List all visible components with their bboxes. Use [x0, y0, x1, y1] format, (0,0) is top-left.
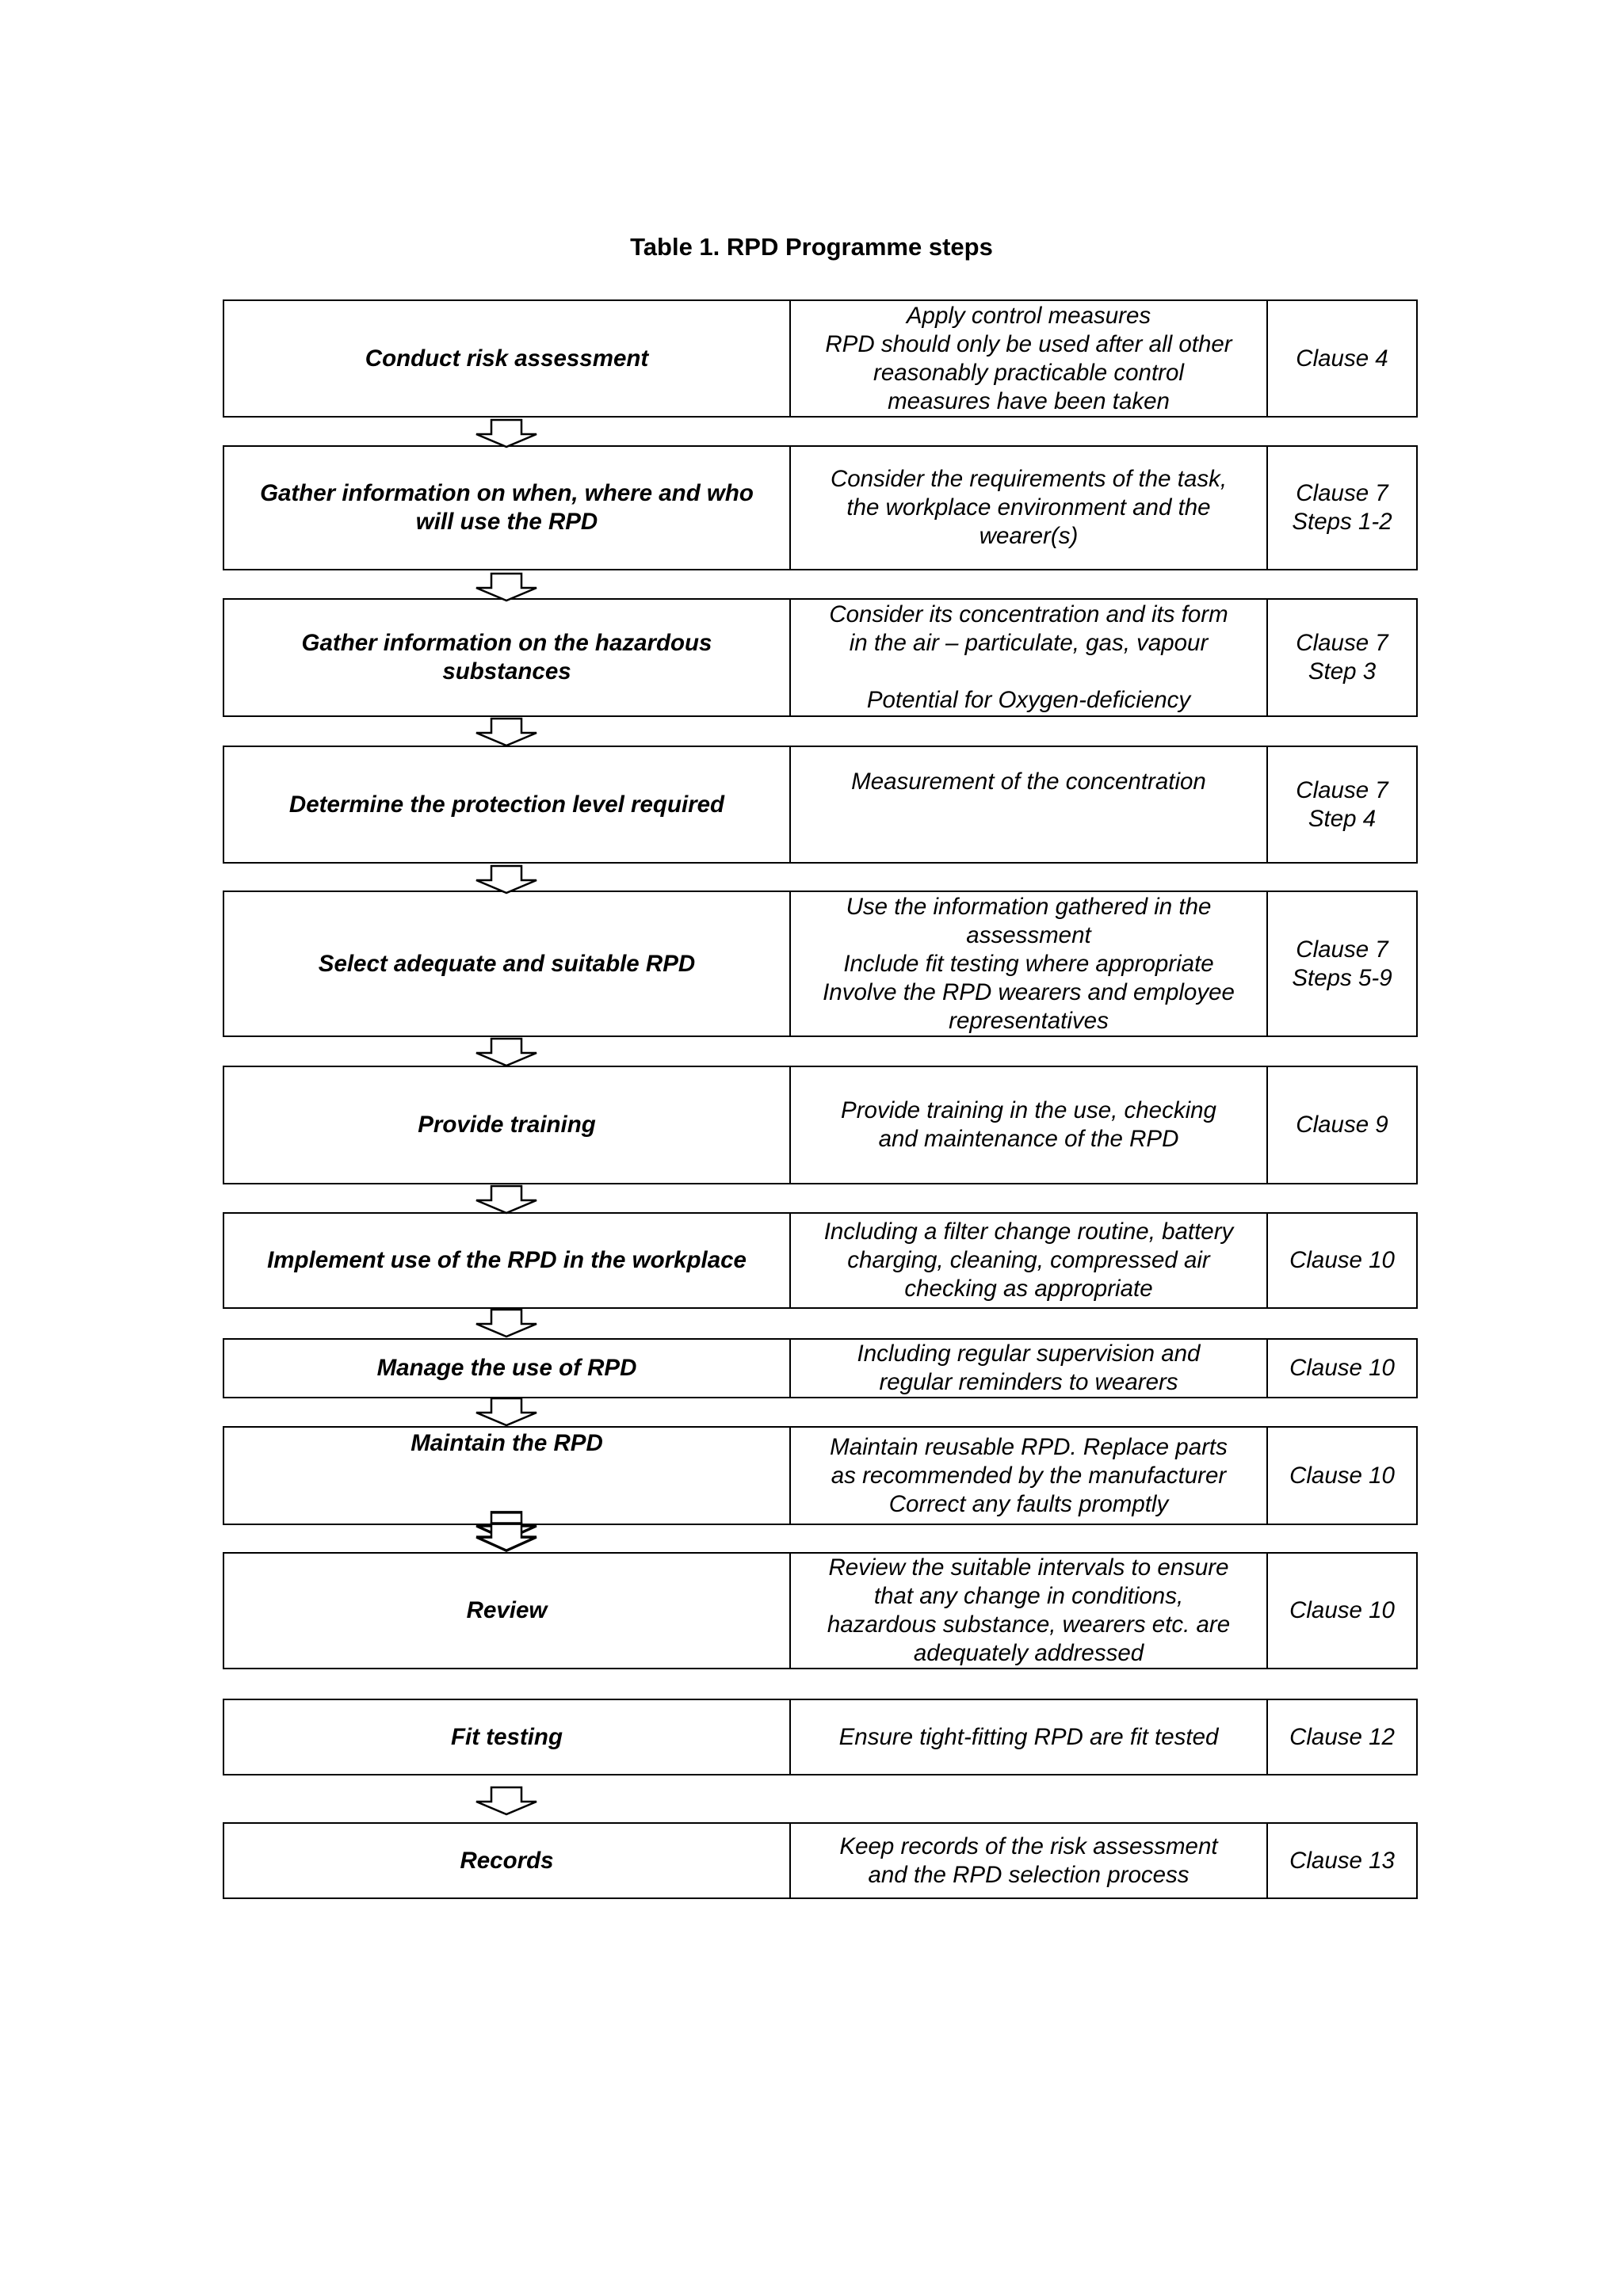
clause-reference — [1268, 1554, 1416, 1668]
step-description-line: checking as appropriate — [904, 1276, 1153, 1302]
step-row-implement-use-of-the-rpd-in-the-workplace — [223, 1212, 1418, 1309]
step-name-line: Review — [466, 1597, 548, 1623]
step-name-line: Determine the protection level required — [288, 791, 725, 818]
step-description — [791, 1214, 1268, 1307]
step-name-line: Conduct risk assessment — [365, 345, 649, 372]
step-description-line: that any change in conditions, — [873, 1583, 1184, 1609]
clause-reference-line: Clause 7 — [1296, 776, 1388, 803]
clause-reference-line: Clause 13 — [1289, 1847, 1395, 1874]
down-arrow-icon — [474, 1037, 539, 1067]
clause-reference-line: Clause 7 — [1296, 630, 1388, 656]
clause-reference-line: Clause 10 — [1289, 1247, 1395, 1273]
step-description — [791, 1554, 1268, 1668]
step-description-line: Including a filter change routine, battery — [823, 1219, 1234, 1245]
step-description — [791, 1067, 1268, 1183]
step-name — [224, 1700, 791, 1774]
clause-reference — [1268, 892, 1416, 1035]
clause-reference — [1268, 1067, 1416, 1183]
step-description — [791, 447, 1268, 569]
clause-reference — [1268, 747, 1416, 862]
step-description-line: Including regular supervision and — [857, 1341, 1201, 1367]
step-name — [224, 1554, 791, 1668]
down-arrow-icon — [474, 572, 539, 602]
step-description-line: assessment — [966, 921, 1091, 948]
step-name — [224, 447, 791, 569]
step-name — [224, 600, 791, 715]
clause-reference-line: Clause 7 — [1296, 936, 1388, 963]
step-description — [791, 1428, 1268, 1524]
clause-reference-line: Steps 5-9 — [1292, 964, 1392, 991]
step-description-line: representatives — [949, 1007, 1109, 1034]
step-row-determine-the-protection-level-required — [223, 746, 1418, 864]
step-description — [791, 1700, 1268, 1774]
step-name-line: Provide training — [418, 1112, 596, 1138]
step-description-line: and maintenance of the RPD — [878, 1126, 1179, 1152]
step-description-line: Measurement of the concentration — [851, 769, 1206, 795]
step-description — [791, 892, 1268, 1035]
step-description-line: regular reminders to wearers — [879, 1369, 1178, 1395]
step-name-line: Implement use of the RPD in the workplace — [267, 1247, 747, 1273]
clause-reference-line: Clause 10 — [1289, 1355, 1395, 1381]
step-name — [224, 747, 791, 862]
step-row-provide-training — [223, 1066, 1418, 1184]
step-description-line: Consider the requirements of the task, — [830, 466, 1228, 492]
step-name — [224, 1824, 791, 1897]
step-row-maintain-the-rpd — [223, 1426, 1418, 1525]
clause-reference — [1268, 600, 1416, 715]
step-description — [791, 600, 1268, 715]
step-description-line: Apply control measures — [906, 302, 1151, 329]
clause-reference-line: Clause 4 — [1296, 345, 1388, 372]
clause-reference-line: Clause 10 — [1289, 1462, 1395, 1489]
step-name-line: Maintain the RPD — [411, 1430, 603, 1456]
step-description — [791, 301, 1268, 416]
step-row-fit-testing — [223, 1699, 1418, 1775]
step-description-line: Correct any faults promptly — [888, 1490, 1169, 1517]
step-description-line: Keep records of the risk assessment — [839, 1833, 1218, 1859]
step-description-line: Consider its concentration and its form — [829, 601, 1228, 627]
clause-reference — [1268, 1214, 1416, 1307]
down-arrow-icon — [474, 717, 539, 747]
clause-reference — [1268, 1700, 1416, 1774]
step-description-line: measures have been taken — [888, 387, 1170, 414]
down-arrow-icon — [474, 1786, 539, 1816]
step-row-select-adequate-and-suitable-rpd — [223, 891, 1418, 1037]
step-description-line: reasonably practicable control — [873, 359, 1184, 386]
step-description-line: Maintain reusable RPD. Replace parts — [830, 1433, 1228, 1460]
step-description-line: Include fit testing where appropriate — [843, 950, 1214, 977]
step-description-line: Potential for Oxygen-deficiency — [866, 687, 1191, 713]
step-name-line: Records — [460, 1847, 554, 1874]
down-arrow-icon — [474, 418, 539, 448]
step-description-line: adequately addressed — [913, 1640, 1144, 1666]
down-arrow-icon — [474, 1308, 539, 1338]
step-description-line: Provide training in the use, checking — [841, 1097, 1216, 1123]
step-name-line: Select adequate and suitable RPD — [318, 950, 696, 977]
step-row-conduct-risk-assessment — [223, 299, 1418, 418]
step-description-line: hazardous substance, wearers etc. are — [827, 1611, 1231, 1638]
step-row-manage-the-use-of-rpd — [223, 1338, 1418, 1398]
clause-reference — [1268, 447, 1416, 569]
clause-reference — [1268, 1340, 1416, 1397]
step-name — [224, 1340, 791, 1397]
step-description-line: and the RPD selection process — [868, 1861, 1190, 1888]
step-name-line: Fit testing — [451, 1723, 563, 1750]
step-description-line: RPD should only be used after all other — [825, 330, 1232, 357]
step-description — [791, 1824, 1268, 1897]
step-description-line: charging, cleaning, compressed air — [847, 1247, 1210, 1273]
clause-reference-line: Clause 7 — [1296, 480, 1388, 506]
step-description-line: wearer(s) — [979, 523, 1079, 549]
step-description-line: Use the information gathered in the — [846, 893, 1212, 920]
table-title: Table 1. RPD Programme steps — [630, 233, 993, 261]
step-name — [224, 892, 791, 1035]
step-name-line: Gather information on when, where and who — [260, 480, 754, 506]
clause-reference-line: Clause 12 — [1289, 1723, 1395, 1750]
step-description — [791, 1340, 1268, 1397]
clause-reference-line: Step 4 — [1308, 805, 1377, 832]
step-description-line: Involve the RPD wearers and employee — [823, 978, 1235, 1005]
clause-reference — [1268, 1824, 1416, 1897]
step-row-gather-information-on-when-where-and-who-will-use-the-rpd — [223, 445, 1418, 570]
clause-reference-line: Steps 1-2 — [1292, 509, 1392, 535]
down-arrow-icon — [474, 1397, 539, 1427]
step-description — [791, 747, 1268, 862]
step-name-line: substances — [442, 658, 571, 685]
down-arrow-icon — [474, 1510, 539, 1553]
step-description-line: the workplace environment and the — [846, 494, 1211, 521]
step-row-review — [223, 1552, 1418, 1669]
step-name-line: Manage the use of RPD — [376, 1355, 637, 1381]
step-name — [224, 1428, 791, 1524]
clause-reference-line: Step 3 — [1308, 658, 1377, 685]
step-description-line: Ensure tight-fitting RPD are fit tested — [838, 1723, 1219, 1750]
step-row-records — [223, 1822, 1418, 1899]
step-row-gather-information-on-the-hazardous-substances — [223, 598, 1418, 717]
clause-reference-line: Clause 9 — [1296, 1112, 1388, 1138]
step-description-line: Review the suitable intervals to ensure — [828, 1554, 1229, 1581]
step-name — [224, 1067, 791, 1183]
step-description-line: in the air – particulate, gas, vapour — [849, 630, 1209, 656]
step-description-line: as recommended by the manufacturer — [831, 1462, 1227, 1489]
clause-reference — [1268, 301, 1416, 416]
step-name — [224, 301, 791, 416]
clause-reference — [1268, 1428, 1416, 1524]
down-arrow-icon — [474, 864, 539, 894]
step-name-line: Gather information on the hazardous — [301, 630, 712, 656]
step-name-line: will use the RPD — [415, 509, 598, 535]
down-arrow-icon — [474, 1184, 539, 1215]
clause-reference-line: Clause 10 — [1289, 1597, 1395, 1623]
step-name — [224, 1214, 791, 1307]
